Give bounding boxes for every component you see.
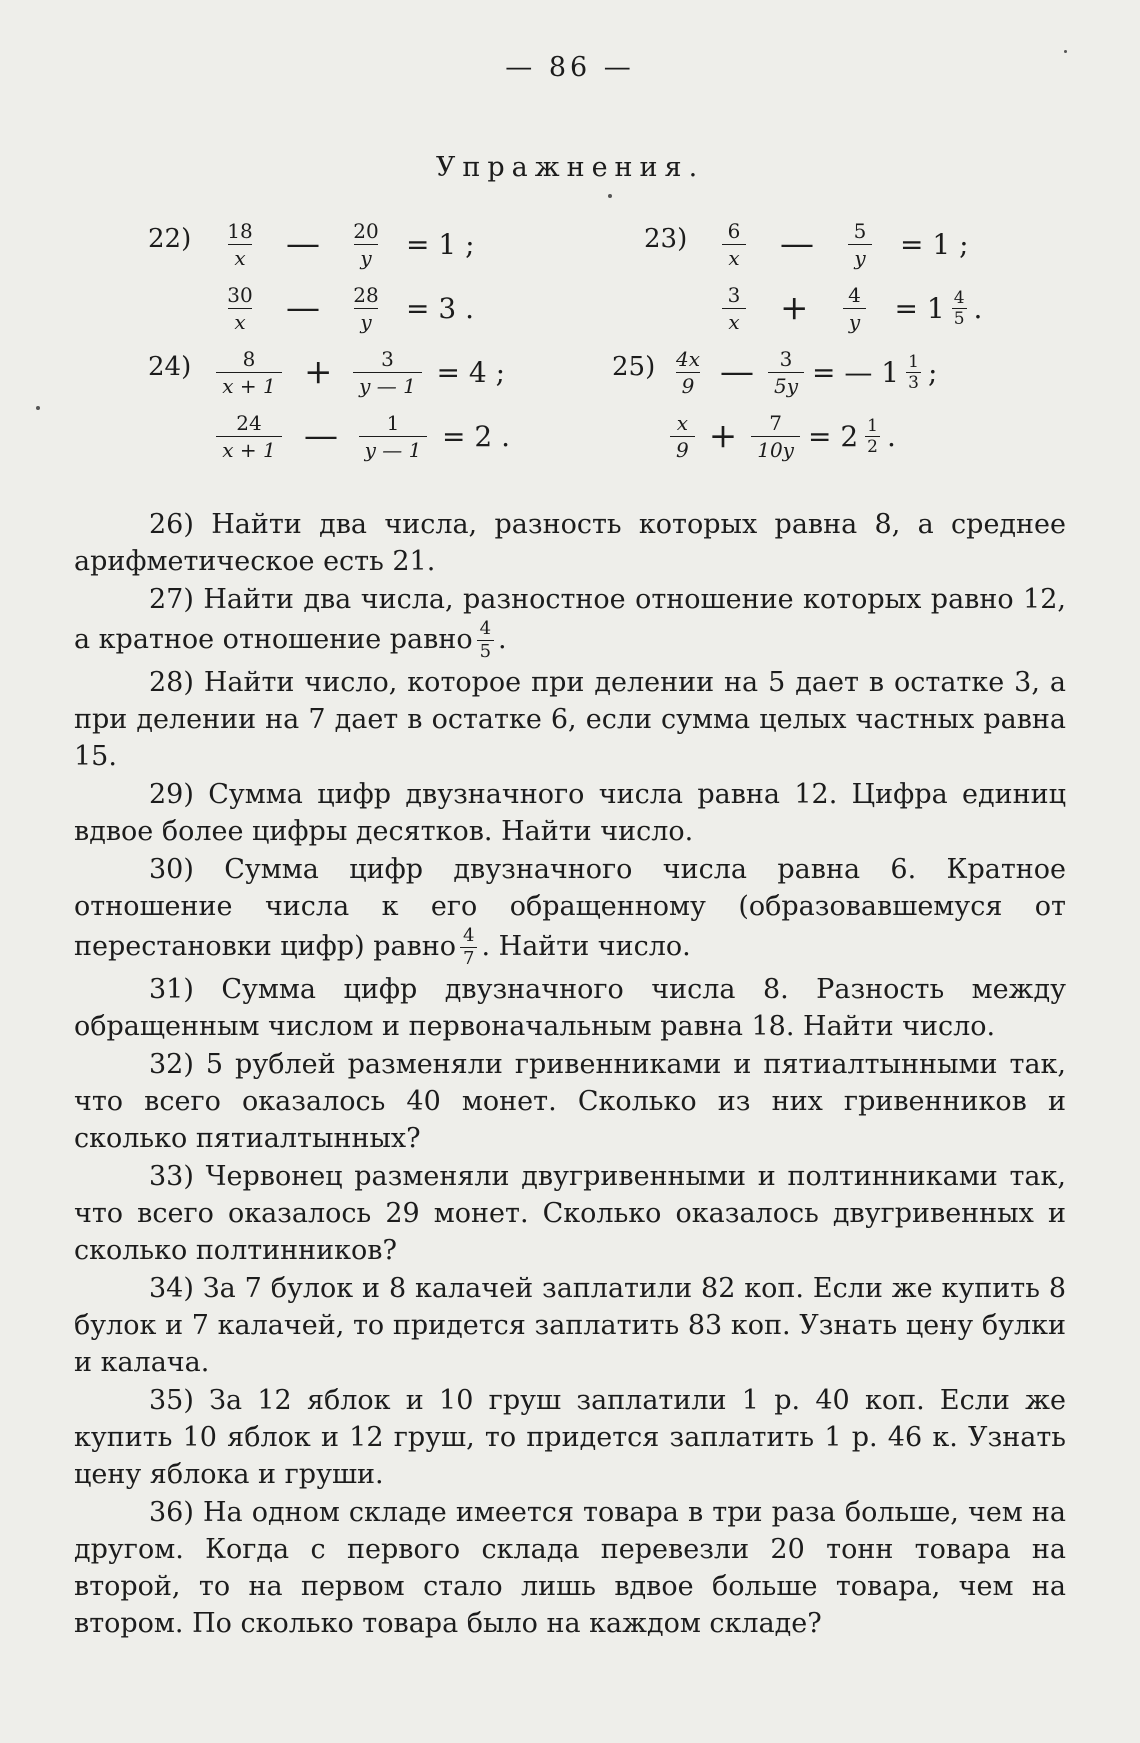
fraction: $\frac{28}{y}$ — [353, 282, 379, 334]
operator: — — [286, 288, 320, 328]
problem-text: 30) Сумма цифр двузначного числа равна 6. Кратное отношение числа к его обращенному (образовавшемуся от перестановки цифр) равно — [74, 854, 1066, 962]
punctuation: . — [887, 419, 896, 453]
fraction: $\frac{18}{x}$ — [227, 218, 253, 270]
fraction: $\frac{3}{5y}$ — [768, 346, 804, 399]
problem-26: 26) Найти два числа, разность которых равна 8, а среднее арифметическое есть 21. — [74, 509, 1066, 577]
mixed-fraction: 4 5 — [953, 287, 965, 329]
problem-30 — [74, 851, 1066, 970]
problem-text-end: . Найти число. — [481, 931, 691, 962]
inline-fraction: $\frac{4}{5}$ — [477, 618, 494, 663]
problem-35: 35) За 12 яблок и 10 груш заплатили 1 р. 40 коп. Если же купить 10 яблок и 12 груш, то придется заплатить 1 р. 46 к. Узнать цену яблока и груши. — [74, 1385, 1066, 1490]
right-side: = 4 ; — [436, 355, 506, 389]
fraction: $\frac{7}{10y}$ — [751, 410, 800, 463]
system-22 — [148, 212, 528, 352]
right-side: = 2 . — [442, 419, 510, 453]
exercise-label: 22) — [148, 224, 192, 254]
section-title: Упражнения. — [435, 152, 705, 183]
exercise-label: 25) — [612, 352, 656, 382]
fraction: $\frac{24}{x + 1}$ — [208, 410, 290, 463]
problem-34: 34) За 7 булок и 8 калачей заплатили 82 коп. Если же купить 8 булок и 7 калачей, то придется заплатить 83 коп. Узнать цену булки и калача. — [74, 1273, 1066, 1378]
right-side: = 1 — [894, 291, 945, 325]
fraction: $\frac{x}{9}$ — [670, 410, 695, 463]
system-25 — [612, 340, 1032, 480]
problem-33: 33) Червонец разменяли двугривенными и полтинниками так, что всего оказалось 29 монет. Сколько оказалось двугривенных и сколько полтинников? — [74, 1161, 1066, 1266]
problem-list — [74, 506, 1066, 1643]
equation-2 — [698, 276, 986, 340]
fraction: $\frac{8}{x + 1}$ — [208, 346, 290, 399]
operator: — — [720, 352, 755, 392]
right-side: = 3 . — [406, 291, 474, 325]
problem-29: 29) Сумма цифр двузначного числа равна 12. Цифра единиц вдвое более цифры десятков. Найти число. — [74, 779, 1066, 847]
equation-1 — [204, 212, 479, 276]
right-side: = — 1 — [812, 355, 900, 389]
punctuation: . — [973, 291, 983, 325]
inline-fraction: $\frac{4}{7}$ — [460, 925, 477, 970]
fraction: $\frac{1}{y — 1}$ — [352, 410, 434, 463]
fraction: $\frac{4}{y}$ — [823, 282, 887, 335]
exercise-label: 24) — [148, 352, 192, 382]
operator: + — [708, 416, 738, 456]
operator: — — [286, 224, 320, 264]
mixed-fraction: 1 3 — [908, 351, 919, 393]
punctuation: ; — [927, 355, 938, 389]
equation-1 — [666, 340, 941, 404]
problem-text: 27) Найти два числа, разностное отношение которых равно 12, а кратное отношение равно — [74, 584, 1066, 655]
equation-1 — [698, 212, 973, 276]
fraction: $\frac{3}{y — 1}$ — [347, 346, 429, 399]
fraction: $\frac{20}{y}$ — [353, 218, 379, 270]
problem-31: 31) Сумма цифр двузначного числа 8. Разность между обращенным числом и первоначальным равна 18. Найти число. — [74, 974, 1066, 1042]
fraction: $\frac{6}{x}$ — [702, 218, 766, 271]
print-speck — [608, 194, 612, 198]
operator: — — [780, 224, 814, 264]
right-side: = 1 ; — [900, 227, 969, 261]
equation-1 — [204, 340, 509, 404]
problem-28: 28) Найти число, которое при делении на 5 дает в остатке 3, а при делении на 7 дает в остатке 6, если сумма целых частных равна 15. — [74, 667, 1066, 772]
operator: — — [304, 416, 338, 456]
operator: + — [780, 288, 809, 328]
fraction: $\frac{5}{y}$ — [828, 218, 892, 271]
right-side: = 1 ; — [406, 227, 475, 261]
equation-2 — [666, 404, 900, 468]
fraction: $\frac{4x}{9}$ — [676, 346, 701, 398]
system-24 — [148, 340, 568, 480]
punctuation: . — [498, 624, 507, 655]
right-side: = 2 — [807, 419, 859, 453]
fraction: $\frac{3}{x}$ — [702, 282, 766, 335]
print-speck — [36, 406, 40, 410]
problem-32: 32) 5 рублей разменяли гривенниками и пятиалтынными так, что всего оказалось 40 монет. Сколько из них гривенников и сколько пятиалтынных? — [74, 1049, 1066, 1154]
fraction: $\frac{30}{x}$ — [227, 282, 253, 334]
equation-2 — [204, 276, 478, 340]
system-23 — [644, 212, 1024, 352]
problem-27 — [74, 581, 1066, 663]
exercise-label: 23) — [644, 224, 688, 254]
page-number: — 86 — — [505, 52, 635, 83]
operator: + — [304, 352, 333, 392]
print-speck — [1064, 50, 1067, 53]
equation-2 — [204, 404, 514, 468]
mixed-fraction: 1 2 — [867, 415, 878, 457]
problem-36: 36) На одном складе имеется товара в три раза больше, чем на другом. Когда с первого склада перевезли 20 тонн товара на второй, то на первом стало лишь вдвое больше товара, чем на втором. По сколько товара было на каждом складе? — [74, 1497, 1066, 1639]
